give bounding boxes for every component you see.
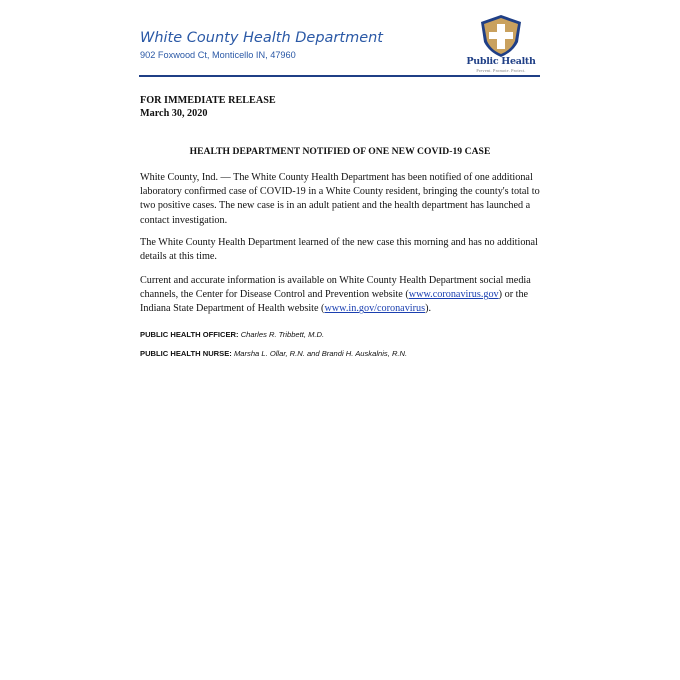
logo-text: Public Health: [466, 56, 536, 67]
department-address: 902 Foxwood Ct, Monticello IN, 47960: [140, 50, 296, 60]
health-nurse-names: Marsha L. Ollar, R.N. and Brandi H. Auskalnis, R.N.: [233, 349, 408, 358]
health-officer-line: [140, 330, 324, 339]
shield-cross-icon: [465, 12, 537, 58]
paragraph-3-text-start: Current and accurate information is available on White County Health Department social media channels, the Center for Disease Control and Prevention website (: [140, 275, 531, 301]
paragraph-1: White County, Ind. — The White County Health Department has been notified of one additional laboratory confirmed case of COVID-19 in a White County resident, bringing the county's total to two positive cases. The new case is in an adult patient and the health department has launched a contact investigation.: [140, 172, 540, 226]
public-health-logo: [465, 12, 537, 72]
release-label: FOR IMMEDIATE RELEASE: [140, 95, 276, 106]
paragraph-2: The White County Health Department learned of the new case this morning and has no additional details at this time.: [140, 237, 538, 263]
headline: HEALTH DEPARTMENT NOTIFIED OF ONE NEW COVID-19 CASE: [189, 146, 491, 157]
paragraph-3-text-end: ).: [425, 303, 432, 315]
coronavirus-gov-link[interactable]: www.coronavirus.gov: [408, 289, 499, 301]
header-divider: [139, 75, 540, 77]
health-nurse-line: [140, 349, 407, 358]
release-date: March 30, 2020: [140, 108, 208, 119]
paragraph-3-text-middle: ) or the Indiana State Department of Health website (: [140, 289, 529, 315]
department-name: White County Health Department: [140, 30, 383, 46]
health-officer-label: PUBLIC HEALTH OFFICER:: [140, 330, 239, 339]
in-gov-coronavirus-link[interactable]: www.in.gov/coronavirus: [324, 303, 426, 315]
logo-tagline: Prevent. Promote. Protect.: [476, 68, 526, 73]
health-officer-name: Charles R. Tribbett, M.D.: [240, 330, 325, 339]
paragraph-3: [140, 274, 545, 317]
health-nurse-label: PUBLIC HEALTH NURSE:: [140, 349, 232, 358]
